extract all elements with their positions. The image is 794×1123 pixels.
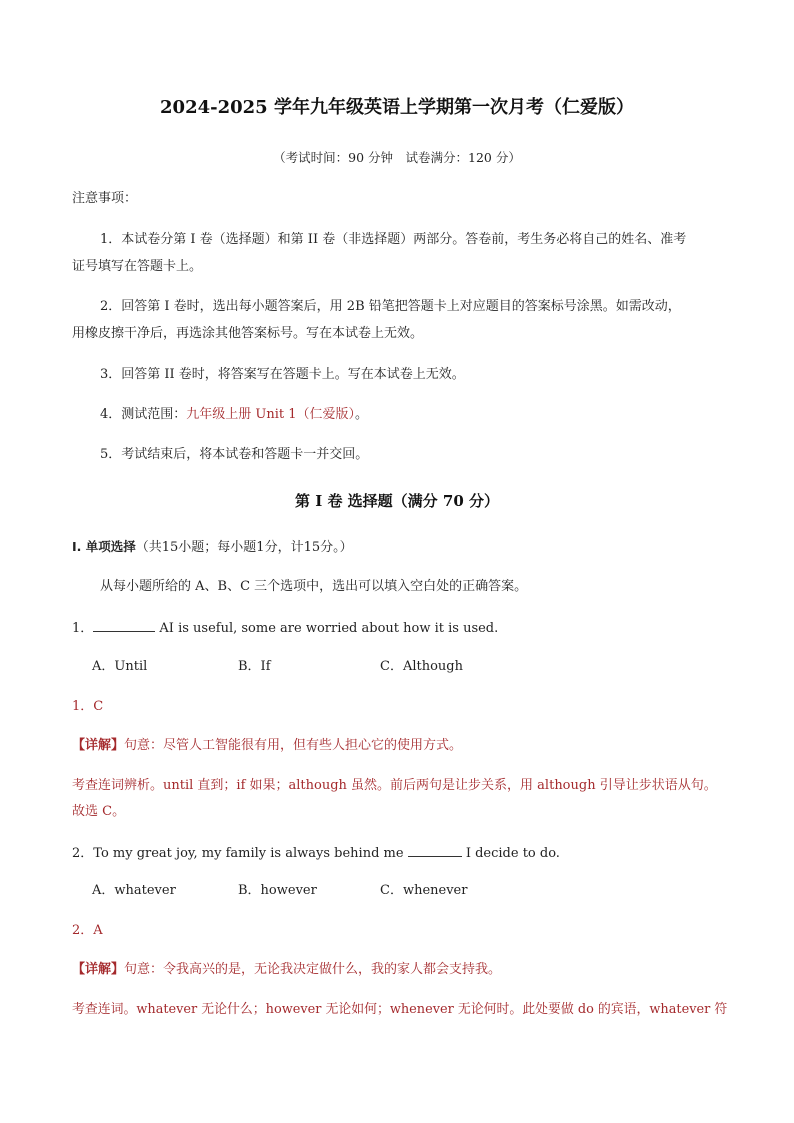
- notice-item-4-prefix: 4．测试范围：: [100, 407, 187, 422]
- question-2-number: 2．: [72, 846, 94, 861]
- question-1-option-b: B．If: [238, 659, 271, 674]
- question-1-explanation-line-1: 考查连词辨析。until 直到；if 如果；although 虽然。前后两句是让步关系，用 although 引导让步状语从句。: [72, 778, 717, 793]
- detail-label: 【详解】: [72, 738, 125, 753]
- question-2-stem: [72, 843, 560, 863]
- notice-item-4-suffix: 。: [355, 407, 369, 422]
- question-1-option-c: C．Although: [380, 659, 463, 674]
- section-title: 第 I 卷 选择题（满分 70 分）: [294, 492, 499, 510]
- notice-item-1-line-1: 1．本试卷分第 I 卷（选择题）和第 II 卷（非选择题）两部分。答卷前，考生务必将自己的姓名、准考: [100, 232, 687, 247]
- notice-heading: 注意事项：: [72, 191, 138, 206]
- question-1-option-a: A．Until: [92, 659, 148, 674]
- part-instruction: 从每小题所给的 A、B、C 三个选项中，选出可以填入空白处的正确答案。: [100, 579, 528, 594]
- test-scope: 九年级上册 Unit 1（仁爱版）: [186, 407, 356, 422]
- question-2-text-before: To my great joy, my family is always behind me: [93, 846, 408, 861]
- detail-text: 句意：尽管人工智能很有用，但有些人担心它的使用方式。: [124, 738, 463, 753]
- question-1-detail: [72, 737, 462, 755]
- exam-subtitle: （考试时间：90 分钟 试卷满分：120 分）: [273, 150, 521, 165]
- question-2-text-after: I decide to do.: [461, 846, 560, 861]
- detail-label: 【详解】: [72, 962, 125, 977]
- question-1-text: AI is useful, some are worried about how it is used.: [155, 621, 499, 636]
- question-1-explanation-line-2: 故选 C。: [72, 804, 126, 819]
- answer-blank: [408, 843, 462, 857]
- question-2-option-b: B．however: [238, 883, 317, 898]
- answer-blank: [93, 618, 155, 632]
- question-2-option-a: A．whatever: [92, 883, 176, 898]
- notice-item-5: 5．考试结束后，将本试卷和答题卡一并交回。: [100, 447, 369, 462]
- part-description: （共15小题；每小题1分，计15分。）: [135, 540, 353, 555]
- part-label: I. 单项选择: [72, 539, 136, 554]
- question-2-detail: [72, 961, 501, 979]
- page-title: 2024-2025 学年九年级英语上学期第一次月考（仁爱版）: [160, 97, 634, 118]
- notice-item-3: 3．回答第 II 卷时，将答案写在答题卡上。写在本试卷上无效。: [100, 367, 465, 382]
- notice-item-4: [100, 406, 368, 424]
- part-heading: [72, 538, 353, 557]
- question-2-option-c: C．whenever: [380, 883, 468, 898]
- notice-item-2-line-1: 2．回答第 I 卷时，选出每小题答案后，用 2B 铅笔把答题卡上对应题目的答案标号涂黑。如需改动，: [100, 299, 681, 314]
- question-2-answer: 2．A: [72, 923, 103, 938]
- notice-item-2-line-2: 用橡皮擦干净后，再选涂其他答案标号。写在本试卷上无效。: [72, 326, 424, 341]
- notice-item-1-line-2: 证号填写在答题卡上。: [72, 259, 203, 274]
- question-1-answer: 1．C: [72, 699, 104, 714]
- question-1-number: 1．: [72, 621, 94, 636]
- question-1-stem: [72, 618, 498, 638]
- question-2-explanation-line-1: 考查连词。whatever 无论什么；however 无论如何；whenever 无论何时。此处要做 do 的宾语，whatever 符: [72, 1002, 728, 1017]
- detail-text: 句意：令我高兴的是，无论我决定做什么，我的家人都会支持我。: [124, 962, 502, 977]
